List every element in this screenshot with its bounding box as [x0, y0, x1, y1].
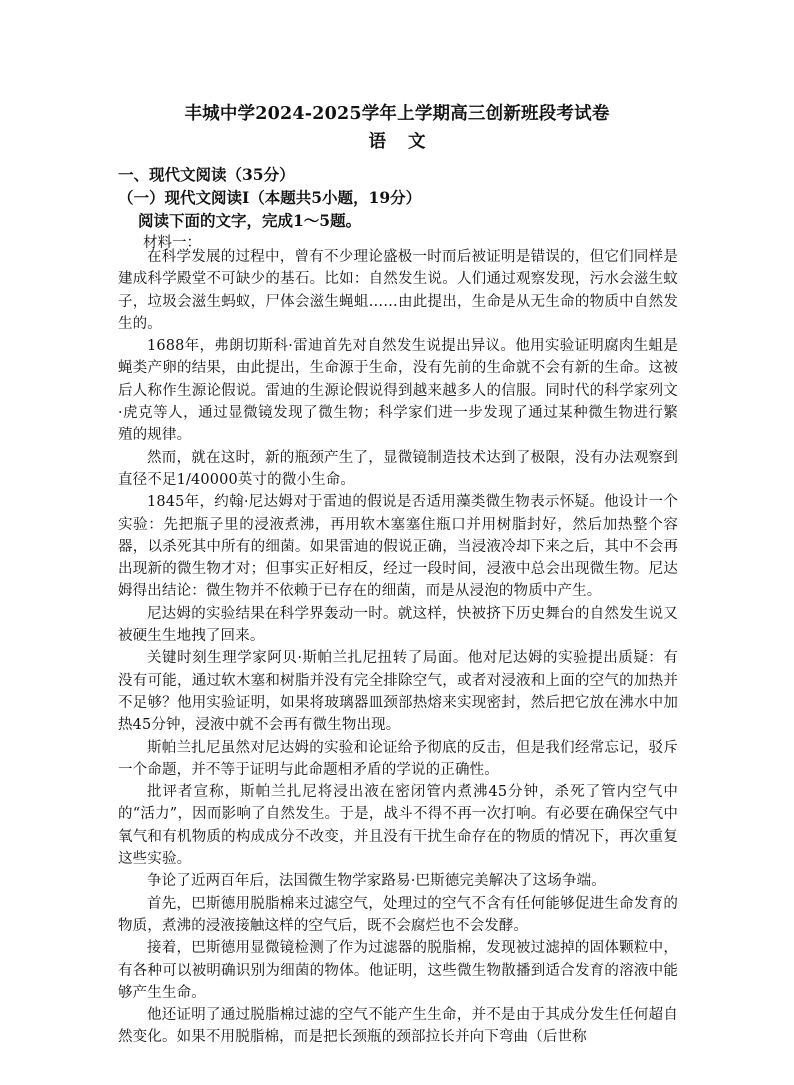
exam-title: 丰城中学2024-2025学年上学期高三创新班段考试卷: [184, 104, 610, 124]
paragraph: 关键时刻生理学家阿贝·斯帕兰扎尼扭转了局面。他对尼达姆的实验提出质疑：有没有可能，通过软木塞和树脂并没有完全排除空气，或者对浸液和上面的空气的加热并不足够？他用实验证明，如果将玻璃器皿颈部热熔来实现密封，然后把它放在沸水中加热45分钟，浸液中就不会再有微生物出现。: [118, 650, 678, 734]
paragraph: 然而，就在这时，新的瓶颈产生了，显微镜制造技术达到了极限，没有办法观察到直径不足1/40000英寸的微小生命。: [118, 449, 678, 488]
paragraph: 批评者宣称，斯帕兰扎尼将浸出液在密闭管内煮沸45分钟，杀死了管内空气中的“活力”，因而影响了自然发生。于是，战斗不得不再一次打响。有必要在确保空气中氧气和有机物质的构成成分不改变，并且没有干扰生命存在的物质的情况下，再次重复这些实验。: [118, 784, 678, 868]
paragraph: 他还证明了通过脱脂棉过滤的空气不能产生生命，并不是由于其成分发生任何超自然变化。如果不用脱脂棉，而是把长颈瓶的颈部拉长并向下弯曲（后世称: [118, 1007, 678, 1046]
subsection-heading: （一）现代文阅读Ⅰ（本题共5小题，19分）: [118, 188, 422, 207]
paragraph: 1688年，弗朗切斯科·雷迪首先对自然发生说提出异议。他用实验证明腐肉生蛆是蝇类产卵的结果，由此提出，生命源于生命，没有先前的生命就不会有新的生命。这被后人称作生源论假说。雷迪的生源论假说得到越来越多人的信服。同时代的科学家列文·虎克等人，通过显微镜发现了微生物；科学家们进一步发现了通过某种微生物进行繁殖的规律。: [118, 338, 678, 444]
paragraph: 斯帕兰扎尼虽然对尼达姆的实验和论证给予彻底的反击，但是我们经常忘记，驳斥一个命题，并不等于证明与此命题相矛盾的学说的正确性。: [118, 739, 678, 778]
paragraph: 首先，巴斯德用脱脂棉来过滤空气，处理过的空气不含有任何能够促进生命发育的物质，煮沸的浸液接触这样的空气后，既不会腐烂也不会发酵。: [118, 895, 678, 934]
paragraph: 1845年，约翰·尼达姆对于雷迪的假说是否适用藻类微生物表示怀疑。他设计一个实验：先把瓶子里的浸液煮沸，再用软木塞塞住瓶口并用树脂封好，然后加热整个容器，以杀死其中所有的细菌。如果雷迪的假说正确，当浸液冷却下来之后，其中不会再出现新的微生物才对；但事实正好相反，经过一段时间，浸液中总会出现微生物。尼达姆得出结论：微生物并不依赖于已存在的细菌，而是从浸泡的物质中产生。: [118, 494, 678, 600]
reading-instruction: 阅读下面的文字，完成1～5题。: [138, 211, 362, 230]
paragraph: 争论了近两百年后，法国微生物学家路易·巴斯德完美解决了这场争端。: [147, 873, 606, 890]
paragraph: 尼达姆的实验结果在科学界轰动一时。就这样，快被挤下历史舞台的自然发生说又被硬生生地拽了回来。: [118, 605, 678, 645]
section-heading: 一、现代文阅读（35分）: [118, 165, 295, 184]
material-label: 材料一：: [143, 235, 201, 251]
material-text: [118, 246, 678, 1049]
paragraph: 在科学发展的过程中，曾有不少理论盛极一时而后被证明是错误的，但它们同样是建成科学殿堂不可缺少的基石。比如：自然发生说。人们通过观察发现，污水会滋生蚊子，垃圾会滋生蚂蚁，尸体会滋生蝇蛆……由此提出，生命是从无生命的物质中自然发生的。: [118, 249, 678, 332]
paragraph: 接着，巴斯德用显微镜检测了作为过滤器的脱脂棉，发现被过滤掉的固体颗粒中，有各种可以被明确识别为细菌的物体。他证明，这些微生物散播到适合发育的溶液中能够产生生命。: [118, 940, 678, 1001]
subject-title: 语文: [368, 132, 448, 152]
